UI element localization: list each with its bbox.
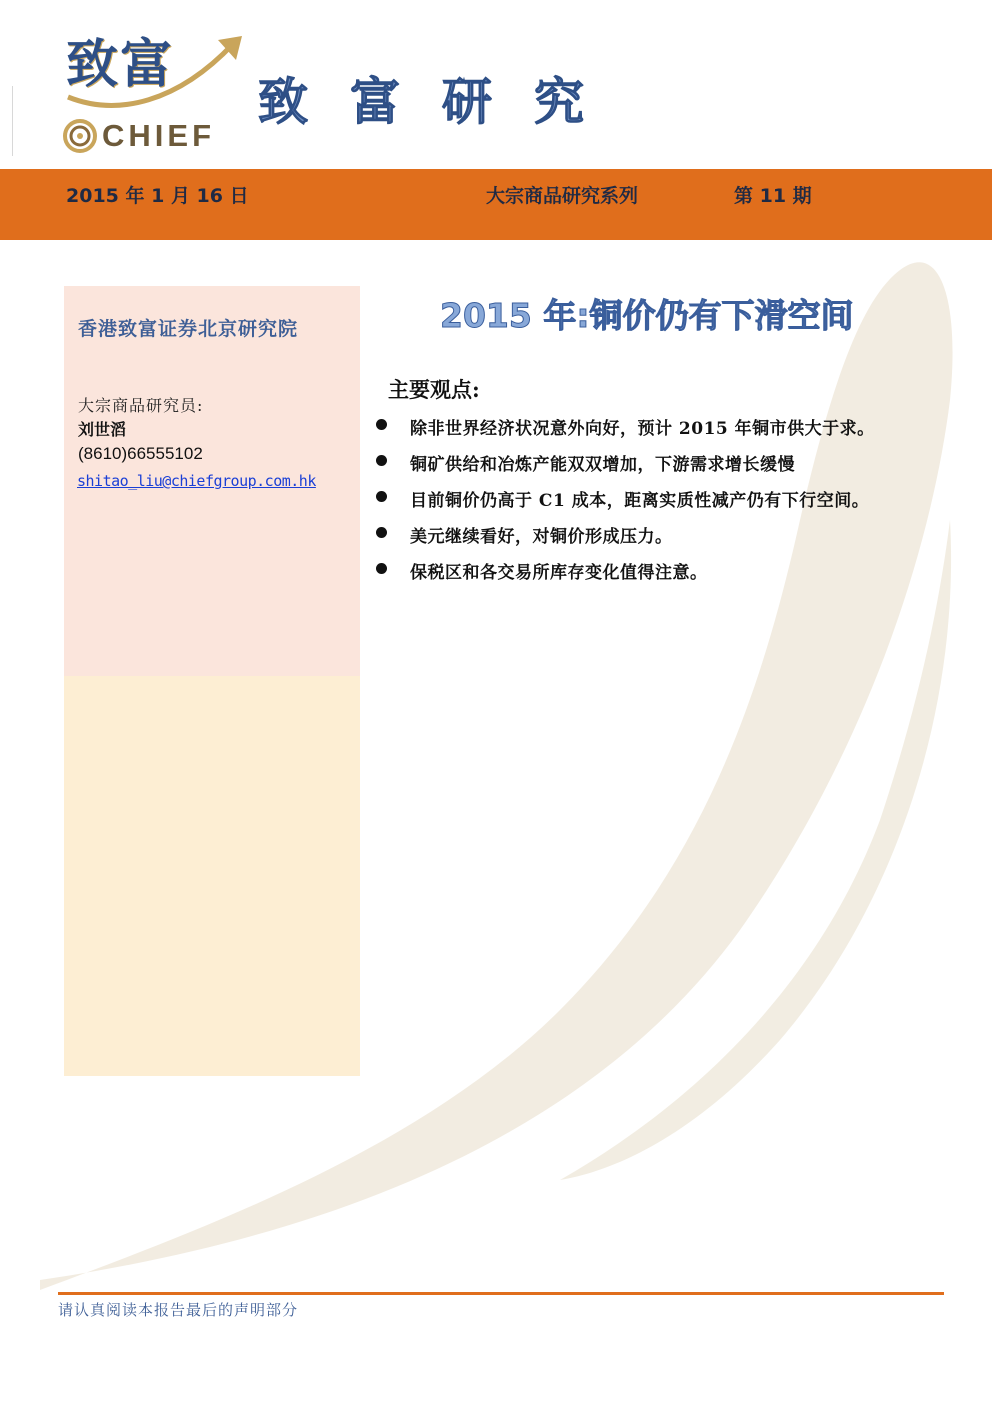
list-item [376,486,875,522]
report-issue: 第 11 期 [734,185,812,207]
masthead-title: 致富研究 [258,72,626,131]
key-points-list [376,414,875,594]
sidebar-contact-panel [64,286,360,676]
sidebar-analyst-role: 大宗商品研究员: [78,396,204,415]
logo-swirl-icon [62,118,102,154]
footer-disclaimer-note: 请认真阅读本报告最后的声明部分 [58,1301,299,1319]
list-item [376,522,875,558]
footer-divider [58,1292,944,1295]
logo-english-text: CHIEF [102,118,215,153]
bullet-icon [376,563,387,574]
list-item [376,558,875,594]
list-item [376,450,875,486]
key-point-text: 保税区和各交易所库存变化值得注意。 [410,563,708,583]
key-point-text: 目前铜价仍高于 C1 成本，距离实质性减产仍有下行空间。 [410,491,870,511]
page-edge-line [12,86,13,156]
key-point-text: 铜矿供给和冶炼产能双双增加，下游需求增长缓慢 [410,455,795,475]
bullet-icon [376,527,387,538]
list-item [376,414,875,450]
bullet-icon [376,491,387,502]
sidebar-org-name: 香港致富证券北京研究院 [78,318,299,340]
key-point-text: 除非世界经济状况意外向好，预计 2015 年铜市供大于求。 [410,419,875,439]
sidebar-analyst-name: 刘世滔 [78,420,127,439]
logo-chinese-text: 致富 [66,34,175,95]
key-point-text: 美元继续看好，对铜价形成压力。 [410,527,673,547]
report-date: 2015 年 1 月 16 日 [66,185,249,207]
sidebar-email-link[interactable]: shitao_liu@chiefgroup.com.hk [77,472,316,490]
sidebar [64,286,360,1076]
key-points-heading: 主要观点: [388,377,480,402]
bullet-icon [376,455,387,466]
bullet-icon [376,419,387,430]
chief-logo [58,22,248,152]
report-title: 2015 年:铜价仍有下滑空间 [440,296,854,335]
sidebar-phone: (8610)66555102 [78,444,203,463]
report-series: 大宗商品研究系列 [486,185,639,207]
